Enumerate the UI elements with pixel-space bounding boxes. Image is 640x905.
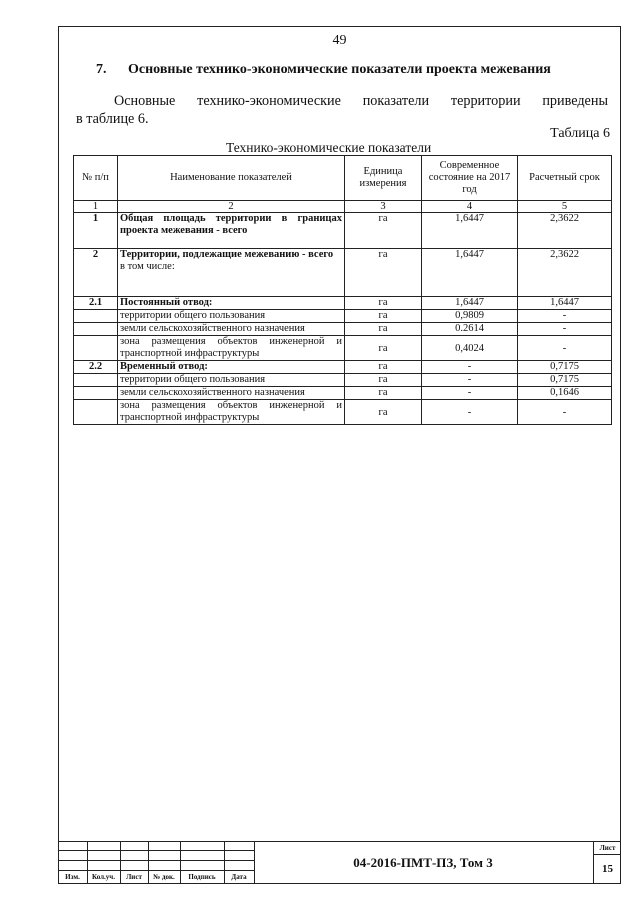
stamp-column-label: Лист [126, 873, 142, 881]
table-row [74, 310, 612, 323]
row-current: 0,4024 [422, 336, 518, 361]
row-current: - [422, 361, 518, 374]
row-current: - [422, 374, 518, 387]
table-row [74, 323, 612, 336]
row-unit: га [345, 249, 422, 297]
row-target: 1,6447 [518, 297, 612, 310]
row-unit: га [345, 361, 422, 374]
table-row [74, 249, 612, 297]
row-unit: га [345, 400, 422, 425]
row-number [74, 310, 118, 323]
row-number: 2.2 [74, 361, 118, 374]
table-row [74, 361, 612, 374]
intro-word: приведены [542, 93, 608, 109]
column-index: 3 [345, 201, 422, 213]
row-current: 1,6447 [422, 297, 518, 310]
row-name-cell [118, 249, 345, 297]
row-target: - [518, 400, 612, 425]
intro-word: Основные [114, 93, 176, 109]
title-block-divider [593, 854, 621, 855]
row-current: - [422, 387, 518, 400]
row-unit: га [345, 374, 422, 387]
row-name: Территории, подлежащие межеванию - всего [120, 249, 334, 260]
row-name: Временный отвод: [118, 361, 345, 374]
row-number: 2.1 [74, 297, 118, 310]
column-index: 5 [518, 201, 612, 213]
row-number: 1 [74, 213, 118, 249]
row-current: 1,6447 [422, 249, 518, 297]
table-row [74, 374, 612, 387]
row-name: зона размещения объектов инженерной и транспортной инфраструктуры [118, 400, 345, 425]
table-row [74, 336, 612, 361]
row-number [74, 323, 118, 336]
page-number: 49 [332, 33, 347, 48]
stamp-column-label: Изм. [65, 873, 80, 881]
column-index: 4 [422, 201, 518, 213]
table-row [74, 297, 612, 310]
header-unit: Единица измерения [345, 156, 422, 201]
row-unit: га [345, 387, 422, 400]
stamp-column-label: Подпись [188, 873, 216, 881]
row-current: - [422, 400, 518, 425]
row-unit: га [345, 213, 422, 249]
section-number: 7. [96, 62, 107, 77]
column-index: 1 [74, 201, 118, 213]
stamp-column-label: Дата [231, 873, 247, 881]
section-heading [96, 62, 551, 78]
row-name: Постоянный отвод: [118, 297, 345, 310]
row-name: Общая площадь территории в границах проекта межевания - всего [118, 213, 345, 249]
row-number [74, 387, 118, 400]
intro-paragraph [76, 92, 608, 128]
table-row [74, 400, 612, 425]
row-current: 0,9809 [422, 310, 518, 323]
table-row [74, 387, 612, 400]
header-name: Наименование показателей [118, 156, 345, 201]
row-number [74, 336, 118, 361]
table-row [74, 213, 612, 249]
title-block-divider [58, 841, 621, 842]
table-label: Таблица 6 [550, 126, 610, 141]
row-target: 0,7175 [518, 361, 612, 374]
section-title: Основные технико-экономические показатели проекта межевания [128, 62, 551, 77]
title-block [58, 841, 621, 884]
row-unit: га [345, 310, 422, 323]
document-code: 04-2016-ПМТ-ПЗ, Том 3 [353, 855, 493, 870]
row-target: 2,3622 [518, 249, 612, 297]
sheet-number: 15 [602, 863, 613, 875]
row-name-extra: в том числе: [120, 261, 175, 272]
stamp-column-label: № док. [153, 873, 175, 881]
column-index: 2 [118, 201, 345, 213]
intro-word: показатели [362, 93, 430, 109]
intro-line-2: в таблице 6. [76, 111, 149, 127]
header-current: Современное состояние на 2017 год [422, 156, 518, 201]
intro-word: технико-экономические [197, 93, 341, 109]
row-name: земли сельскохозяйственного назначения [118, 323, 345, 336]
row-target: - [518, 336, 612, 361]
table-caption: Технико-экономические показатели [226, 140, 432, 155]
row-name: территории общего пользования [118, 374, 345, 387]
row-current: 0.2614 [422, 323, 518, 336]
row-unit: га [345, 297, 422, 310]
row-target: - [518, 310, 612, 323]
row-current: 1,6447 [422, 213, 518, 249]
row-number [74, 374, 118, 387]
row-number [74, 400, 118, 425]
header-no: № п/п [74, 156, 118, 201]
row-target: - [518, 323, 612, 336]
row-unit: га [345, 336, 422, 361]
header-target: Расчетный срок [518, 156, 612, 201]
row-target: 2,3622 [518, 213, 612, 249]
row-unit: га [345, 323, 422, 336]
row-target: 0,7175 [518, 374, 612, 387]
row-target: 0,1646 [518, 387, 612, 400]
column-index-row [74, 201, 612, 213]
row-name: зона размещения объектов инженерной и транспортной инфраструктуры [118, 336, 345, 361]
sheet-label: Лист [599, 844, 616, 852]
stamp-column-label: Кол.уч. [91, 873, 115, 881]
indicators-table [73, 155, 612, 425]
intro-word: территории [450, 93, 521, 109]
row-name: земли сельскохозяйственного назначения [118, 387, 345, 400]
row-number: 2 [74, 249, 118, 297]
intro-line-1 [76, 92, 608, 110]
row-name: территории общего пользования [118, 310, 345, 323]
table-header-row [74, 156, 612, 201]
